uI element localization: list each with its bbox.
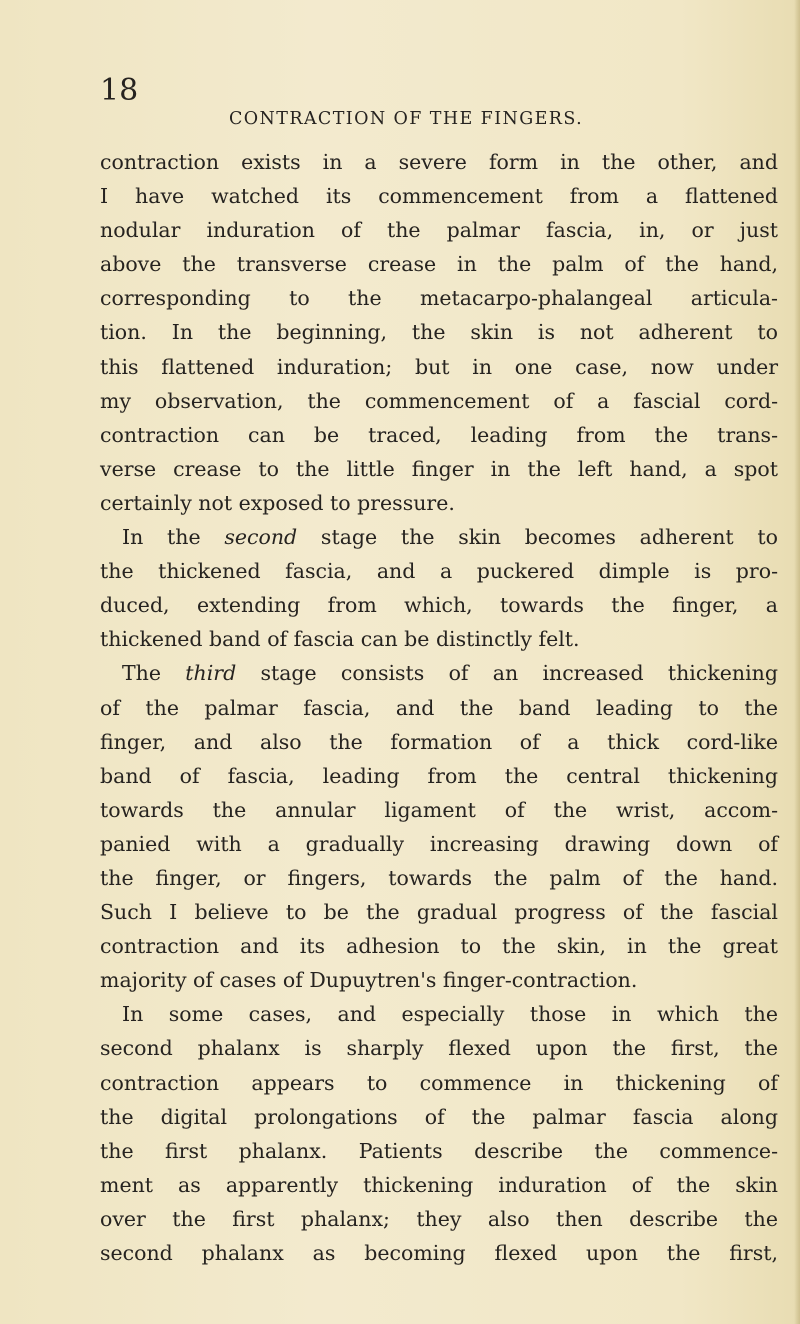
text-line: [100, 520, 778, 554]
text-line: towards the annular ligament of the wrist, accom-: [100, 797, 778, 822]
text-line: duced, extending from which, towards the finger, a: [100, 593, 778, 618]
text-line: this flattened induration; but in one case, now under: [100, 354, 778, 379]
text-line: above the transverse crease in the palm of the hand,: [100, 252, 778, 277]
text-line: Such I believe to be the gradual progress of the fascial: [100, 900, 778, 925]
text-line: nodular induration of the palmar fascia, in, or just: [100, 218, 778, 243]
emphasis-word: second: [224, 525, 298, 550]
text-line: tion. In the beginning, the skin is not adherent to: [100, 320, 778, 345]
text-line: contraction exists in a severe form in the other, and: [100, 150, 778, 174]
text-line: contraction appears to commence in thickening of: [100, 1070, 778, 1095]
text-line: finger, and also the formation of a thick cord-like: [100, 729, 778, 754]
text-line: corresponding to the metacarpo-phalangeal articula-: [100, 286, 778, 311]
text-line: I have watched its commencement from a flattened: [100, 184, 778, 209]
text-line: second phalanx as becoming flexed upon the first,: [100, 1241, 778, 1265]
text-line: contraction can be traced, leading from the trans-: [100, 422, 778, 447]
text-line: certainly not exposed to pressure.: [100, 490, 455, 515]
text-line: thickened band of fascia can be distinctly felt.: [100, 627, 580, 652]
text-line: ment as apparently thickening induration of the skin: [100, 1172, 778, 1197]
text-line: of the palmar fascia, and the band leading to the: [100, 695, 778, 720]
text-line: [100, 656, 778, 690]
text-run: stage consists of an increased thickening: [236, 661, 778, 686]
text-line: majority of cases of Dupuytren's finger-contraction.: [100, 968, 638, 993]
text-line: verse crease to the little finger in the left hand, a spot: [100, 456, 778, 481]
text-line: my observation, the commencement of a fascial cord-: [100, 388, 778, 413]
text-run: The: [122, 661, 186, 686]
text-line: the digital prolongations of the palmar fascia along: [100, 1104, 778, 1129]
emphasis-word: third: [185, 661, 237, 686]
text-line: the finger, or fingers, towards the palm of the hand.: [100, 865, 778, 890]
text-line: band of fascia, leading from the central thickening: [100, 763, 778, 788]
text-line: panied with a gradually increasing drawing down of: [100, 831, 778, 856]
running-head: CONTRACTION OF THE FINGERS.: [229, 109, 584, 129]
text-run: stage the skin becomes adherent to: [297, 525, 778, 550]
page-number: 18: [100, 73, 139, 108]
page-edge-shadow: [794, 0, 800, 1324]
text-line: over the first phalanx; they also then describe the: [100, 1206, 778, 1231]
text-line: second phalanx is sharply flexed upon the first, the: [100, 1036, 778, 1061]
text-line: the first phalanx. Patients describe the commence-: [100, 1138, 778, 1163]
text-line: the thickened fascia, and a puckered dimple is pro-: [100, 559, 778, 584]
text-line: contraction and its adhesion to the skin, in the great: [100, 934, 778, 959]
text-run: In the: [122, 525, 225, 550]
body-text: [100, 145, 778, 1270]
text-line: In some cases, and especially those in which the: [122, 1002, 778, 1027]
